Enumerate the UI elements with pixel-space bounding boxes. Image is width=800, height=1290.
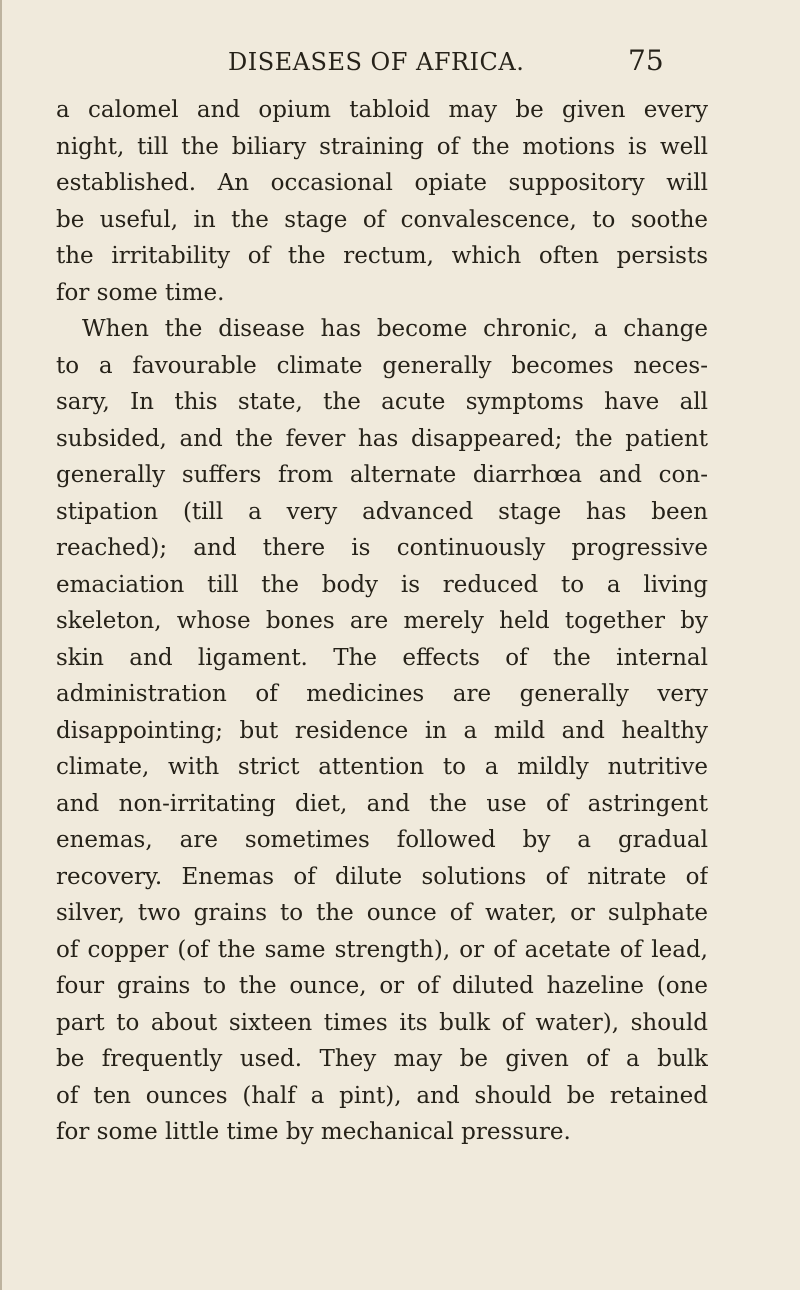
text-line: climate, with strict attention to a mildly nutritive: [56, 754, 708, 780]
page-number: 75: [628, 44, 664, 77]
body-text: [56, 92, 708, 1151]
text-line: for some little time by mechanical pressure.: [56, 1119, 571, 1145]
text-line: of ten ounces (half a pint), and should be retained: [56, 1082, 708, 1109]
text-line: subsided, and the fever has disappeared; the patient: [56, 425, 708, 452]
text-line: part to about sixteen times its bulk of water), should: [56, 1009, 708, 1036]
page-header: [0, 44, 800, 88]
text-line: skin and ligament. The effects of the internal: [56, 644, 708, 671]
text-line: emaciation till the body is reduced to a living: [56, 571, 708, 598]
running-title: DISEASES OF AFRICA.: [228, 48, 525, 76]
text-line: sary, In this state, the acute symptoms have all: [56, 389, 708, 415]
text-line: night, till the biliary straining of the motions is well: [56, 133, 708, 160]
text-line: to a favourable climate generally becomes neces-: [56, 352, 708, 379]
text-line: be frequently used. They may be given of a bulk: [56, 1046, 708, 1072]
text-line: be useful, in the stage of convalescence, to soothe: [56, 206, 708, 233]
text-line: for some time.: [56, 279, 225, 306]
text-line: stipation (till a very advanced stage has been: [56, 498, 708, 525]
text-line: of copper (of the same strength), or of acetate of lead,: [56, 936, 708, 963]
text-line: the irritability of the rectum, which often persists: [56, 243, 708, 269]
text-line: four grains to the ounce, or of diluted hazeline (one: [56, 973, 708, 999]
text-line: silver, two grains to the ounce of water, or sulphate: [56, 900, 708, 926]
text-line: enemas, are sometimes followed by a gradual: [56, 827, 708, 853]
text-line: established. An occasional opiate suppository will: [56, 170, 708, 196]
text-line: When the disease has become chronic, a change: [82, 316, 708, 342]
text-line: skeleton, whose bones are merely held together by: [56, 608, 708, 634]
text-line: a calomel and opium tabloid may be given every: [56, 97, 708, 123]
text-line: reached); and there is continuously progressive: [56, 535, 708, 561]
text-line: recovery. Enemas of dilute solutions of nitrate of: [56, 863, 708, 890]
text-line: administration of medicines are generally very: [56, 681, 708, 707]
text-line: disappointing; but residence in a mild and healthy: [56, 717, 708, 744]
text-line: and non-irritating diet, and the use of astringent: [56, 790, 708, 817]
page-edge-shadow: [0, 0, 2, 1290]
text-line: generally suffers from alternate diarrhœa and con-: [56, 462, 708, 488]
